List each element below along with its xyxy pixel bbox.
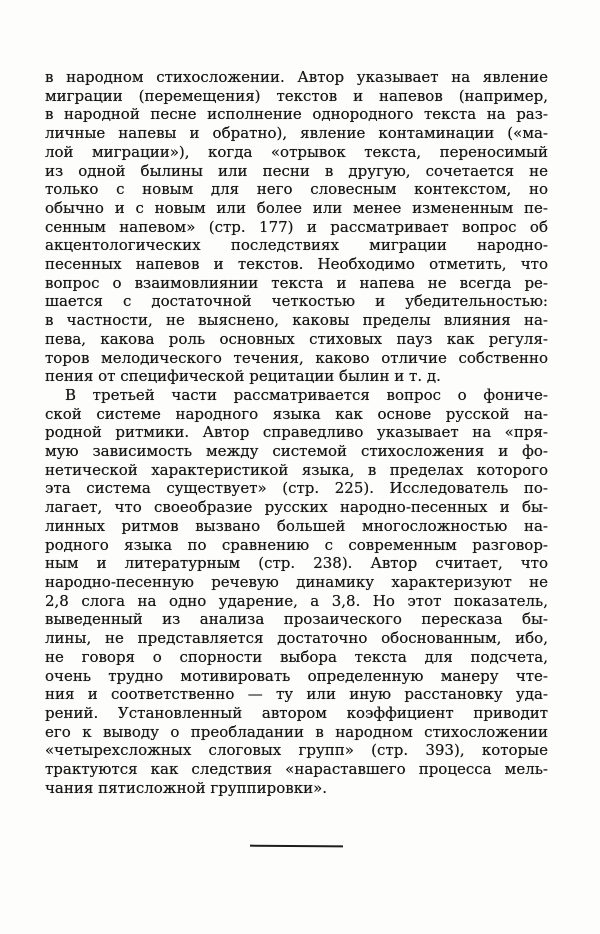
text-line: пения от специфической рецитации былин и т. д.	[45, 367, 441, 386]
text-line: обычно и с новым или более или менее измененным пе-	[45, 198, 548, 217]
text-line: нетической характеристикой языка, в пределах которого	[45, 460, 548, 479]
text-line: не говоря о спорности выбора текста для подсчета,	[45, 647, 548, 666]
text-line: из одной былины или песни в другую, сочетается не	[45, 161, 548, 180]
text-line: эта система существует» (стр. 225). Исследователь по-	[45, 479, 548, 498]
text-line: народно-песенную речевую динамику характеризуют не	[45, 572, 548, 591]
text-line: торов мелодического течения, каково отличие собственно	[45, 348, 548, 367]
text-line: линных ритмов вызвано большей многосложностью на-	[45, 516, 548, 535]
text-line: в частности, не выяснено, каковы пределы влияния на-	[45, 311, 548, 330]
text-line: лой миграции»), когда «отрывок текста, переносимый	[45, 142, 548, 161]
text-line: рений. Установленный автором коэффициент приводит	[45, 703, 548, 722]
text-line: чания пятисложной группировки».	[45, 778, 328, 797]
text-line: очень трудно мотивировать определенную манеру чте-	[45, 666, 548, 685]
text-line: ской системе народного языка как основе русской на-	[45, 404, 548, 423]
text-line: песенных напевов и текстов. Необходимо отметить, что	[45, 255, 548, 274]
text-line: 2,8 слога на одно ударение, а 3,8. Но этот показатель,	[45, 591, 548, 610]
text-line: лины, не представляется достаточно обоснованным, ибо,	[45, 629, 548, 648]
text-line: его к выводу о преобладании в народном стихосложении	[45, 722, 548, 741]
text-line: В третьей части рассматривается вопрос о фониче-	[65, 385, 548, 404]
body-text	[45, 68, 548, 797]
text-line: миграции (перемещения) текстов и напевов (например,	[45, 86, 548, 105]
paragraph	[45, 386, 548, 797]
text-line: личные напевы и обратно), явление контаминации («ма-	[45, 124, 548, 143]
text-line: в народной песне исполнение однородного текста на раз-	[45, 105, 548, 124]
text-line: шается с достаточной четкостью и убедительностью:	[45, 292, 548, 311]
text-line: лагает, что своеобразие русских народно-песенных и бы-	[45, 498, 548, 517]
text-line: «четырехсложных слоговых групп» (стр. 393), которые	[45, 741, 548, 760]
text-line: ным и литературным (стр. 238). Автор считает, что	[45, 554, 548, 573]
text-line: родной ритмики. Автор справедливо указывает на «пря-	[45, 423, 548, 442]
section-divider-rule	[250, 845, 343, 848]
text-line: сенным напевом» (стр. 177) и рассматривает вопрос об	[45, 217, 548, 236]
paragraph	[45, 68, 548, 386]
text-line: только с новым для него словесным контекстом, но	[45, 180, 548, 199]
text-line: ния и соответственно — ту или иную расстановку уда-	[45, 685, 548, 704]
text-line: акцентологических последствиях миграции народно-	[45, 236, 548, 255]
text-line: в народном стихосложении. Автор указывает на явление	[45, 68, 548, 86]
text-line: трактуются как следствия «нараставшего процесса мель-	[45, 760, 548, 779]
text-line: выведенный из анализа прозаического пересказа бы-	[45, 610, 548, 629]
text-line: пева, какова роль основных стиховых пауз как регуля-	[45, 329, 548, 348]
text-line: вопрос о взаимовлиянии текста и напева не всегда ре-	[45, 273, 548, 292]
text-line: мую зависимость между системой стихосложения и фо-	[45, 442, 548, 461]
text-line: родного языка по сравнению с современным разговор-	[45, 535, 548, 554]
